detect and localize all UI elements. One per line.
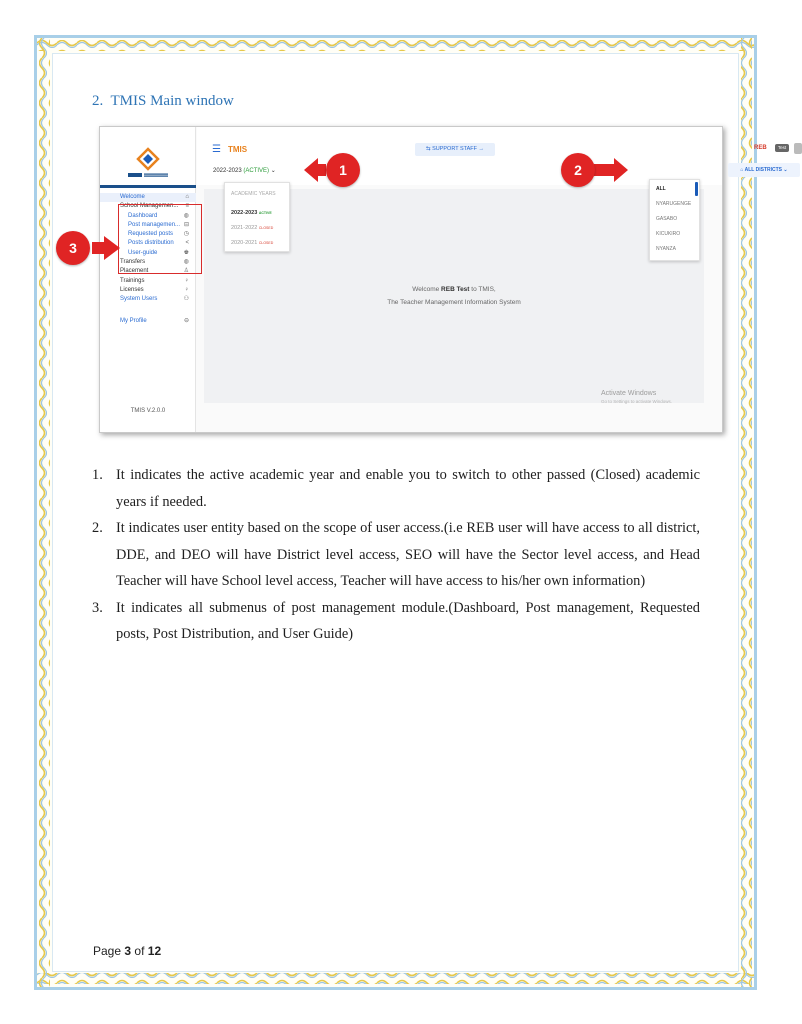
- sidebar-item-label: Post managemen...: [128, 221, 181, 228]
- welcome-prefix: Welcome: [412, 286, 440, 293]
- chevron-down-icon: ⌄: [783, 167, 788, 173]
- switch-icon: ⇆: [425, 146, 431, 152]
- section-number: 2.: [92, 93, 104, 109]
- training-icon: ♀: [184, 277, 189, 284]
- footer-of-word: of: [134, 944, 145, 958]
- closed-tag: CLOSED: [258, 241, 274, 245]
- post-icon: ⊟: [183, 221, 189, 228]
- app-name: TMIS: [228, 145, 248, 154]
- year-option-label: 2021-2022: [231, 225, 258, 231]
- users-icon: ⚇: [183, 296, 189, 303]
- arrow-2-icon: [594, 158, 628, 182]
- list-number: 1.: [92, 467, 103, 483]
- sidebar-item-label: School Managemen...: [120, 203, 179, 210]
- sidebar-item-label: System Users: [120, 296, 158, 303]
- share-icon: <: [185, 240, 189, 247]
- sidebar-item-label: User-guide: [128, 249, 158, 256]
- list-text: It indicates all submenus of post management module.(Dashboard, Post management, Requested posts, Post Distribution, and User Guide): [116, 599, 700, 642]
- hamburger-menu-icon[interactable]: ☰: [212, 144, 221, 155]
- list-item: [92, 462, 700, 515]
- callout-2-badge: 2: [561, 153, 595, 187]
- year-option-label: 2020-2021: [231, 240, 258, 246]
- section-title-text: TMIS Main window: [110, 93, 234, 109]
- home-icon: ⌂: [185, 194, 189, 200]
- welcome-user: REB Test: [441, 286, 470, 293]
- sidebar-item-label: Trainings: [120, 277, 145, 284]
- support-staff-label: SUPPORT STAFF: [432, 146, 478, 152]
- arrow-3-icon: [92, 236, 120, 260]
- clock-icon: ◷: [183, 231, 189, 238]
- arrow-1-icon: [304, 158, 326, 182]
- footer-page-word: Page: [93, 944, 122, 958]
- sidebar-item-label: Transfers: [120, 259, 146, 266]
- sidebar-item-label: Posts distribution: [128, 240, 174, 247]
- brand-label: REB: [754, 145, 767, 151]
- activate-windows-watermark: Activate Windows: [601, 390, 657, 397]
- district-option[interactable]: NYARUGENGE: [656, 201, 692, 207]
- user-avatar-icon[interactable]: [794, 143, 802, 154]
- district-option[interactable]: NYANZA: [656, 246, 676, 252]
- dashboard-icon: ◍: [183, 212, 189, 219]
- list-number: 2.: [92, 520, 103, 536]
- sidebar-item-label: Dashboard: [128, 212, 158, 219]
- sidebar-item-label: Licenses: [120, 286, 144, 293]
- explanation-list: [92, 462, 700, 648]
- list-number: 3.: [92, 599, 103, 616]
- transfer-icon: ◍: [183, 259, 189, 266]
- list-item: [92, 595, 700, 648]
- guide-icon: ♚: [183, 249, 189, 256]
- sidebar-item-label: My Profile: [120, 317, 147, 324]
- callout-1-badge: 1: [326, 153, 360, 187]
- profile-icon: ⊖: [183, 317, 189, 324]
- activate-windows-hint: Go to Settings to activate Windows.: [601, 399, 673, 404]
- page-footer: [93, 944, 161, 958]
- closed-tag: CLOSED: [258, 226, 274, 230]
- list-item: [92, 515, 700, 595]
- footer-current-page: 3: [124, 944, 132, 958]
- year-status: (ACTIVE): [243, 168, 270, 174]
- active-tag: ACTIVE: [258, 211, 272, 215]
- dropdown-header: ACADEMIC YEARS: [231, 191, 276, 197]
- building-icon: ⌂: [740, 167, 744, 173]
- app-version: TMIS V.2.0.0: [130, 408, 166, 414]
- sidebar-item-label: Requested posts: [128, 231, 174, 238]
- list-text: It indicates user entity based on the scope of user access.(i.e REB user will have access to all district, DDE, and DEO will have District level access, SEO will have the Sector level access, and Head Teacher will have School level access, Teacher will have access to his/her own information): [116, 520, 700, 589]
- year-option-label: 2022-2023: [231, 210, 258, 216]
- welcome-suffix: to TMIS,: [471, 286, 496, 293]
- callout-3-badge: 3: [56, 231, 90, 265]
- chevron-down-icon: ⌄: [270, 168, 276, 174]
- year-value: 2022-2023: [213, 168, 242, 174]
- district-option[interactable]: GASABO: [656, 216, 678, 222]
- district-option[interactable]: ALL: [656, 186, 666, 192]
- footer-total-pages: 12: [147, 944, 162, 958]
- list-text: It indicates the active academic year and enable you to switch to other passed (Closed) academic years if needed.: [116, 467, 700, 510]
- district-select-label: ALL DISTRICTS: [744, 167, 783, 173]
- welcome-subtitle: The Teacher Management Information System: [387, 299, 521, 306]
- district-option[interactable]: KICUKIRO: [656, 231, 681, 237]
- sidebar-item-label: Welcome: [120, 194, 145, 200]
- license-icon: ♀: [184, 286, 189, 293]
- sidebar-item-label: Placement: [120, 268, 149, 275]
- user-chip[interactable]: Test: [775, 144, 789, 152]
- placement-icon: ♙: [183, 268, 189, 275]
- school-icon: ≡: [185, 203, 189, 210]
- arrow-right-icon: →: [478, 146, 485, 152]
